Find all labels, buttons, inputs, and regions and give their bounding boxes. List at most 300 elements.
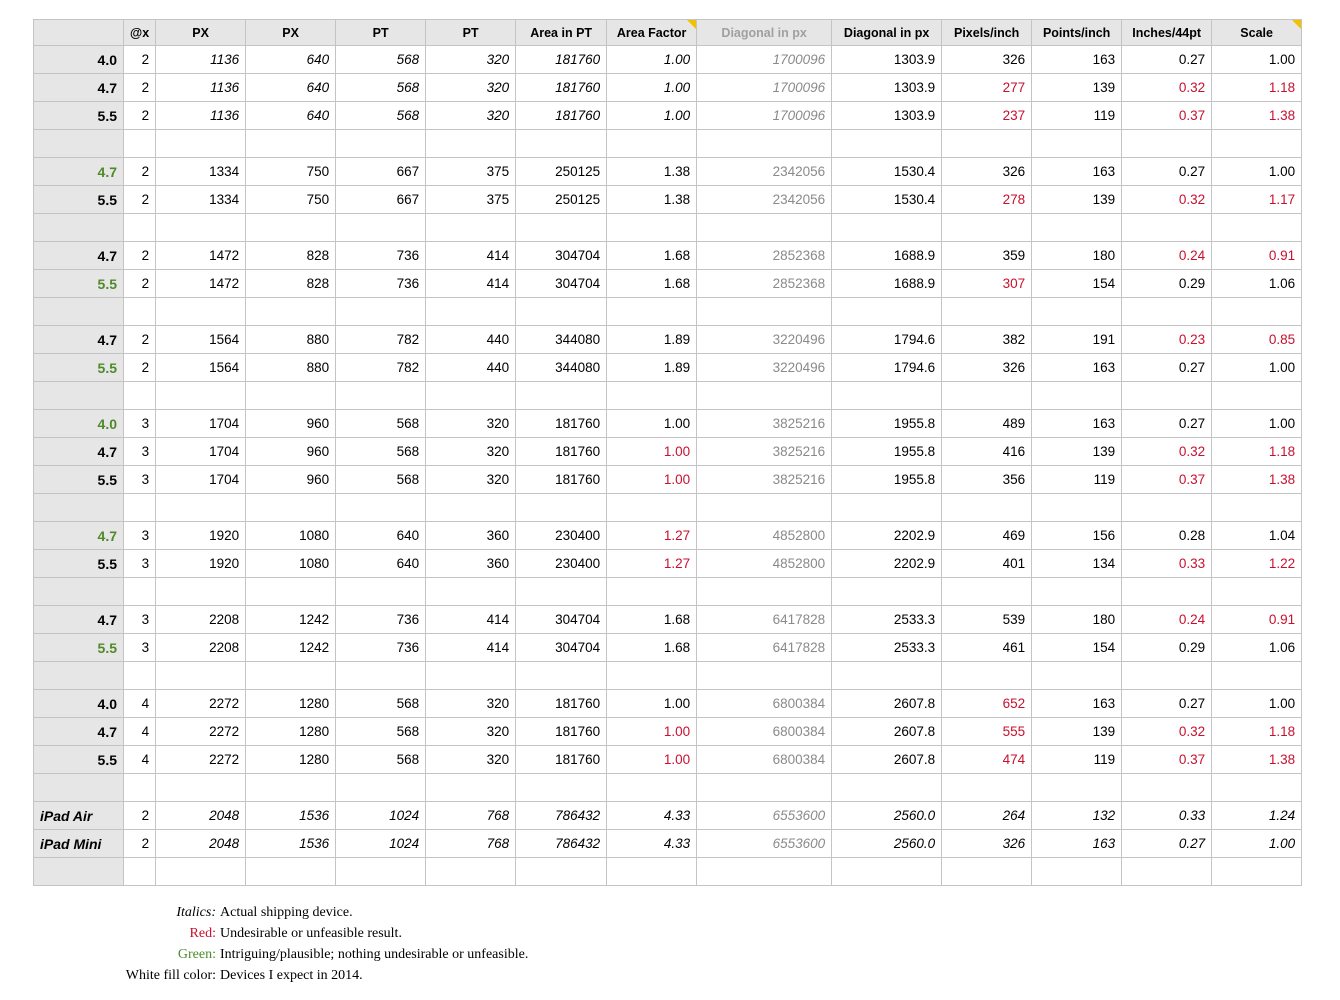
cell-points-per-inch: 154 <box>1032 634 1122 662</box>
empty-cell <box>832 298 942 326</box>
cell-px-width: 828 <box>246 242 336 270</box>
empty-cell <box>942 130 1032 158</box>
row-label: 4.7 <box>34 718 124 746</box>
empty-cell <box>697 130 832 158</box>
cell-pt-height: 782 <box>336 326 426 354</box>
cell-inches-per-44pt: 0.37 <box>1122 746 1212 774</box>
legend-key: Red: <box>189 925 216 941</box>
empty-cell <box>156 130 246 158</box>
cell-pixels-per-inch: 416 <box>942 438 1032 466</box>
cell-diagonal-px: 1794.6 <box>832 354 942 382</box>
empty-cell <box>607 494 697 522</box>
cell-area-pt: 181760 <box>516 438 607 466</box>
empty-cell <box>607 774 697 802</box>
header-pt-height: PT <box>336 20 426 46</box>
cell-pixels-per-inch: 359 <box>942 242 1032 270</box>
cell-px-width: 640 <box>246 46 336 74</box>
cell-area-pt: 304704 <box>516 606 607 634</box>
cell-area-factor: 1.00 <box>607 102 697 130</box>
empty-cell <box>942 214 1032 242</box>
cell-pt-width: 375 <box>426 186 516 214</box>
empty-cell <box>156 214 246 242</box>
cell-pt-height: 568 <box>336 438 426 466</box>
cell-points-per-inch: 163 <box>1032 46 1122 74</box>
empty-cell <box>1212 662 1302 690</box>
cell-scale: 1.00 <box>1212 158 1302 186</box>
cell-scale-factor: 2 <box>124 802 156 830</box>
empty-cell <box>34 382 124 410</box>
empty-cell <box>1122 130 1212 158</box>
cell-inches-per-44pt: 0.27 <box>1122 690 1212 718</box>
cell-px-width: 750 <box>246 158 336 186</box>
empty-cell <box>426 130 516 158</box>
row-label: 4.7 <box>34 326 124 354</box>
empty-cell <box>516 298 607 326</box>
cell-diagonal-px: 2607.8 <box>832 690 942 718</box>
cell-points-per-inch: 156 <box>1032 522 1122 550</box>
empty-cell <box>1212 578 1302 606</box>
cell-px-width: 960 <box>246 466 336 494</box>
empty-cell <box>516 214 607 242</box>
cell-px-width: 1242 <box>246 606 336 634</box>
cell-diagonal-squared: 2852368 <box>697 242 832 270</box>
table-row <box>34 410 1302 438</box>
cell-scale: 0.91 <box>1212 242 1302 270</box>
cell-pixels-per-inch: 264 <box>942 802 1032 830</box>
header-row <box>34 20 1302 46</box>
cell-area-pt: 344080 <box>516 354 607 382</box>
cell-pt-width: 320 <box>426 466 516 494</box>
cell-diagonal-px: 1530.4 <box>832 186 942 214</box>
row-label: 4.7 <box>34 606 124 634</box>
empty-cell <box>607 578 697 606</box>
empty-cell <box>1122 858 1212 886</box>
empty-cell <box>1122 578 1212 606</box>
cell-scale: 1.38 <box>1212 746 1302 774</box>
cell-scale: 1.00 <box>1212 690 1302 718</box>
cell-pixels-per-inch: 278 <box>942 186 1032 214</box>
row-label: 5.5 <box>34 270 124 298</box>
empty-cell <box>336 298 426 326</box>
cell-px-height: 1472 <box>156 270 246 298</box>
spacer-row <box>34 214 1302 242</box>
cell-diagonal-px: 2202.9 <box>832 522 942 550</box>
empty-cell <box>1212 214 1302 242</box>
cell-area-factor: 1.00 <box>607 46 697 74</box>
cell-diagonal-px: 1303.9 <box>832 46 942 74</box>
cell-area-factor: 1.00 <box>607 74 697 102</box>
cell-area-factor: 1.00 <box>607 410 697 438</box>
empty-cell <box>1212 382 1302 410</box>
cell-scale-factor: 2 <box>124 158 156 186</box>
cell-pt-height: 568 <box>336 690 426 718</box>
cell-scale-factor: 2 <box>124 186 156 214</box>
cell-px-width: 640 <box>246 74 336 102</box>
legend-item <box>0 965 560 986</box>
empty-cell <box>124 298 156 326</box>
cell-points-per-inch: 139 <box>1032 438 1122 466</box>
empty-cell <box>832 578 942 606</box>
empty-cell <box>1032 214 1122 242</box>
empty-cell <box>607 130 697 158</box>
cell-area-factor: 1.27 <box>607 522 697 550</box>
cell-area-pt: 786432 <box>516 830 607 858</box>
cell-scale-factor: 4 <box>124 690 156 718</box>
cell-diagonal-squared: 3825216 <box>697 410 832 438</box>
cell-pt-height: 568 <box>336 466 426 494</box>
cell-diagonal-px: 2607.8 <box>832 718 942 746</box>
row-label: 4.0 <box>34 410 124 438</box>
cell-px-width: 750 <box>246 186 336 214</box>
table-row <box>34 46 1302 74</box>
cell-area-factor: 1.00 <box>607 690 697 718</box>
empty-cell <box>246 382 336 410</box>
cell-pt-width: 320 <box>426 410 516 438</box>
empty-cell <box>1212 774 1302 802</box>
empty-cell <box>1032 494 1122 522</box>
cell-pt-height: 568 <box>336 746 426 774</box>
empty-cell <box>1032 858 1122 886</box>
cell-area-factor: 1.00 <box>607 718 697 746</box>
empty-cell <box>246 662 336 690</box>
row-label: iPad Air <box>34 802 124 830</box>
cell-px-width: 960 <box>246 410 336 438</box>
cell-pt-height: 736 <box>336 270 426 298</box>
cell-pt-height: 568 <box>336 46 426 74</box>
table-row <box>34 718 1302 746</box>
cell-px-height: 1704 <box>156 410 246 438</box>
cell-pt-height: 640 <box>336 550 426 578</box>
cell-points-per-inch: 139 <box>1032 186 1122 214</box>
empty-cell <box>156 578 246 606</box>
cell-pt-width: 414 <box>426 606 516 634</box>
table-row <box>34 466 1302 494</box>
cell-area-factor: 4.33 <box>607 802 697 830</box>
spacer-row <box>34 774 1302 802</box>
cell-diagonal-squared: 3825216 <box>697 438 832 466</box>
cell-px-width: 1280 <box>246 746 336 774</box>
cell-scale-factor: 2 <box>124 354 156 382</box>
cell-scale-factor: 3 <box>124 634 156 662</box>
cell-points-per-inch: 119 <box>1032 102 1122 130</box>
cell-scale: 0.85 <box>1212 326 1302 354</box>
device-resolution-table <box>33 19 1302 886</box>
empty-cell <box>124 130 156 158</box>
cell-area-pt: 181760 <box>516 466 607 494</box>
cell-points-per-inch: 139 <box>1032 74 1122 102</box>
cell-diagonal-squared: 6417828 <box>697 606 832 634</box>
legend-key: Green: <box>177 946 216 962</box>
cell-scale: 1.06 <box>1212 270 1302 298</box>
empty-cell <box>426 214 516 242</box>
cell-diagonal-px: 2560.0 <box>832 802 942 830</box>
cell-diagonal-px: 2560.0 <box>832 830 942 858</box>
cell-scale-factor: 3 <box>124 550 156 578</box>
cell-pt-height: 640 <box>336 522 426 550</box>
cell-points-per-inch: 180 <box>1032 242 1122 270</box>
cell-diagonal-px: 1688.9 <box>832 270 942 298</box>
cell-pixels-per-inch: 326 <box>942 354 1032 382</box>
cell-scale: 1.18 <box>1212 74 1302 102</box>
cell-px-height: 2272 <box>156 718 246 746</box>
empty-cell <box>697 578 832 606</box>
empty-cell <box>34 214 124 242</box>
cell-diagonal-px: 1955.8 <box>832 438 942 466</box>
cell-px-height: 1136 <box>156 46 246 74</box>
cell-area-pt: 181760 <box>516 74 607 102</box>
cell-px-height: 1334 <box>156 158 246 186</box>
cell-inches-per-44pt: 0.27 <box>1122 410 1212 438</box>
empty-cell <box>942 382 1032 410</box>
legend-key: White fill color: <box>125 967 216 983</box>
empty-cell <box>246 494 336 522</box>
cell-diagonal-squared: 1700096 <box>697 46 832 74</box>
empty-cell <box>336 578 426 606</box>
cell-pt-width: 768 <box>426 830 516 858</box>
table-row <box>34 270 1302 298</box>
header-scale: Scale <box>1212 20 1302 46</box>
cell-px-height: 1704 <box>156 466 246 494</box>
empty-cell <box>1212 494 1302 522</box>
empty-cell <box>516 774 607 802</box>
cell-diagonal-px: 1688.9 <box>832 242 942 270</box>
cell-diagonal-px: 2533.3 <box>832 634 942 662</box>
empty-cell <box>1122 774 1212 802</box>
cell-area-factor: 1.00 <box>607 466 697 494</box>
table-row <box>34 606 1302 634</box>
empty-cell <box>832 382 942 410</box>
cell-inches-per-44pt: 0.27 <box>1122 830 1212 858</box>
cell-area-pt: 181760 <box>516 690 607 718</box>
cell-pt-width: 440 <box>426 326 516 354</box>
empty-cell <box>336 774 426 802</box>
cell-diagonal-px: 2607.8 <box>832 746 942 774</box>
cell-points-per-inch: 163 <box>1032 158 1122 186</box>
table-row <box>34 550 1302 578</box>
cell-diagonal-px: 2533.3 <box>832 606 942 634</box>
cell-area-pt: 304704 <box>516 270 607 298</box>
cell-px-height: 1564 <box>156 326 246 354</box>
row-label: 5.5 <box>34 746 124 774</box>
empty-cell <box>156 662 246 690</box>
header-points-per-inch: Points/inch <box>1032 20 1122 46</box>
cell-area-factor: 1.89 <box>607 326 697 354</box>
spacer-row <box>34 382 1302 410</box>
cell-scale-factor: 2 <box>124 242 156 270</box>
cell-pt-height: 568 <box>336 718 426 746</box>
cell-px-width: 640 <box>246 102 336 130</box>
empty-cell <box>697 298 832 326</box>
cell-pt-height: 782 <box>336 354 426 382</box>
cell-pt-height: 736 <box>336 634 426 662</box>
cell-points-per-inch: 163 <box>1032 410 1122 438</box>
empty-cell <box>832 214 942 242</box>
cell-scale-factor: 3 <box>124 606 156 634</box>
empty-cell <box>336 858 426 886</box>
cell-scale: 1.00 <box>1212 830 1302 858</box>
empty-cell <box>697 858 832 886</box>
cell-inches-per-44pt: 0.37 <box>1122 466 1212 494</box>
cell-px-height: 1704 <box>156 438 246 466</box>
empty-cell <box>246 214 336 242</box>
cell-scale: 1.18 <box>1212 438 1302 466</box>
header-pixels-per-inch: Pixels/inch <box>942 20 1032 46</box>
cell-area-pt: 181760 <box>516 410 607 438</box>
cell-scale-factor: 2 <box>124 270 156 298</box>
cell-pixels-per-inch: 326 <box>942 46 1032 74</box>
table-row <box>34 830 1302 858</box>
empty-cell <box>156 298 246 326</box>
cell-scale: 1.38 <box>1212 466 1302 494</box>
table-row <box>34 242 1302 270</box>
cell-points-per-inch: 119 <box>1032 466 1122 494</box>
header-diagonal-squared: Diagonal in px <box>697 20 832 46</box>
row-label: 4.0 <box>34 46 124 74</box>
table-row <box>34 746 1302 774</box>
cell-pt-width: 320 <box>426 438 516 466</box>
cell-pixels-per-inch: 382 <box>942 326 1032 354</box>
cell-scale-factor: 2 <box>124 326 156 354</box>
cell-scale: 1.22 <box>1212 550 1302 578</box>
cell-inches-per-44pt: 0.24 <box>1122 242 1212 270</box>
empty-cell <box>697 494 832 522</box>
cell-px-height: 2272 <box>156 746 246 774</box>
header-px-height: PX <box>156 20 246 46</box>
cell-px-height: 1136 <box>156 74 246 102</box>
cell-area-factor: 1.38 <box>607 158 697 186</box>
cell-pixels-per-inch: 461 <box>942 634 1032 662</box>
empty-cell <box>516 858 607 886</box>
empty-cell <box>942 774 1032 802</box>
empty-cell <box>426 298 516 326</box>
legend-item <box>0 944 560 965</box>
empty-cell <box>156 774 246 802</box>
spacer-row <box>34 858 1302 886</box>
cell-scale-factor: 3 <box>124 522 156 550</box>
cell-inches-per-44pt: 0.33 <box>1122 802 1212 830</box>
cell-diagonal-px: 1955.8 <box>832 410 942 438</box>
empty-cell <box>1032 382 1122 410</box>
cell-pt-width: 440 <box>426 354 516 382</box>
legend <box>0 902 560 986</box>
cell-pixels-per-inch: 356 <box>942 466 1032 494</box>
cell-scale-factor: 2 <box>124 102 156 130</box>
legend-description: Devices I expect in 2014. <box>220 967 363 983</box>
table-row <box>34 102 1302 130</box>
empty-cell <box>1122 214 1212 242</box>
cell-pt-height: 736 <box>336 606 426 634</box>
cell-pt-height: 568 <box>336 102 426 130</box>
cell-inches-per-44pt: 0.27 <box>1122 46 1212 74</box>
empty-cell <box>124 774 156 802</box>
empty-cell <box>832 494 942 522</box>
cell-inches-per-44pt: 0.37 <box>1122 102 1212 130</box>
empty-cell <box>516 382 607 410</box>
cell-area-pt: 250125 <box>516 158 607 186</box>
cell-points-per-inch: 180 <box>1032 606 1122 634</box>
empty-cell <box>1212 130 1302 158</box>
row-label: 5.5 <box>34 186 124 214</box>
table-row <box>34 186 1302 214</box>
cell-px-height: 2272 <box>156 690 246 718</box>
row-label: 5.5 <box>34 550 124 578</box>
cell-area-pt: 304704 <box>516 634 607 662</box>
empty-cell <box>1212 298 1302 326</box>
cell-pt-height: 568 <box>336 410 426 438</box>
cell-scale: 1.00 <box>1212 354 1302 382</box>
empty-cell <box>1122 494 1212 522</box>
row-label: 4.7 <box>34 74 124 102</box>
empty-cell <box>607 662 697 690</box>
header-area-pt: Area in PT <box>516 20 607 46</box>
spacer-row <box>34 578 1302 606</box>
cell-scale-factor: 2 <box>124 830 156 858</box>
empty-cell <box>124 494 156 522</box>
empty-cell <box>336 382 426 410</box>
cell-scale: 1.00 <box>1212 410 1302 438</box>
empty-cell <box>1122 662 1212 690</box>
empty-cell <box>124 858 156 886</box>
cell-inches-per-44pt: 0.32 <box>1122 74 1212 102</box>
empty-cell <box>426 494 516 522</box>
empty-cell <box>1032 774 1122 802</box>
cell-diagonal-squared: 3220496 <box>697 326 832 354</box>
cell-pt-width: 320 <box>426 46 516 74</box>
row-label: 4.7 <box>34 438 124 466</box>
table-row <box>34 354 1302 382</box>
empty-cell <box>246 298 336 326</box>
empty-cell <box>124 662 156 690</box>
cell-area-pt: 181760 <box>516 746 607 774</box>
cell-area-factor: 1.27 <box>607 550 697 578</box>
cell-pt-width: 320 <box>426 102 516 130</box>
legend-item <box>0 923 560 944</box>
empty-cell <box>34 130 124 158</box>
header-inches-per-44pt: Inches/44pt <box>1122 20 1212 46</box>
cell-diagonal-px: 1955.8 <box>832 466 942 494</box>
cell-diagonal-squared: 6553600 <box>697 830 832 858</box>
empty-cell <box>516 578 607 606</box>
cell-diagonal-squared: 4852800 <box>697 550 832 578</box>
table-row <box>34 74 1302 102</box>
cell-diagonal-squared: 4852800 <box>697 522 832 550</box>
cell-px-height: 1920 <box>156 550 246 578</box>
row-label: 4.7 <box>34 242 124 270</box>
empty-cell <box>246 130 336 158</box>
cell-diagonal-squared: 6417828 <box>697 634 832 662</box>
empty-cell <box>156 494 246 522</box>
cell-px-width: 1242 <box>246 634 336 662</box>
cell-area-factor: 1.89 <box>607 354 697 382</box>
cell-area-factor: 1.68 <box>607 242 697 270</box>
empty-cell <box>1032 662 1122 690</box>
table-row <box>34 438 1302 466</box>
table-row <box>34 158 1302 186</box>
cell-pixels-per-inch: 307 <box>942 270 1032 298</box>
row-label: 5.5 <box>34 102 124 130</box>
cell-px-width: 1536 <box>246 830 336 858</box>
empty-cell <box>124 382 156 410</box>
empty-cell <box>1032 130 1122 158</box>
cell-px-width: 828 <box>246 270 336 298</box>
empty-cell <box>942 298 1032 326</box>
empty-cell <box>34 858 124 886</box>
cell-pixels-per-inch: 652 <box>942 690 1032 718</box>
empty-cell <box>607 298 697 326</box>
cell-scale: 1.24 <box>1212 802 1302 830</box>
cell-px-width: 880 <box>246 354 336 382</box>
cell-pt-width: 375 <box>426 158 516 186</box>
